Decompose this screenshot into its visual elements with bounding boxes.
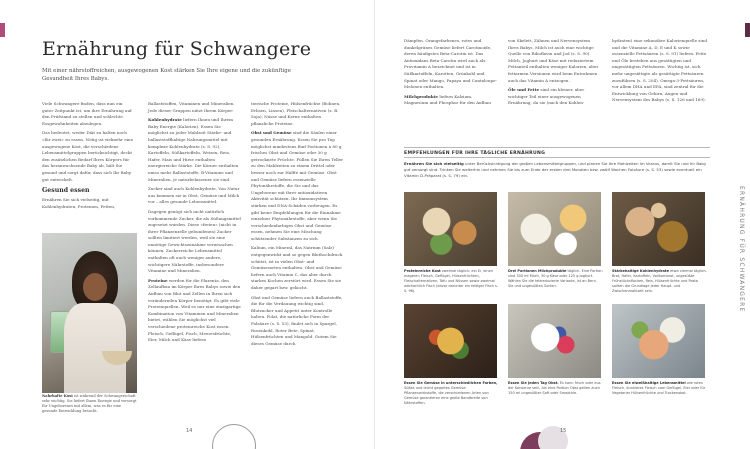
paragraph xyxy=(251,130,344,242)
recommendations-intro-bold: Ernähren Sie sich vielseitig xyxy=(404,161,464,166)
page-title: Ernährung für Schwangere xyxy=(42,38,312,60)
caption-text: ist während der Schwangerschaft sehr wichtig. Sie liefert Ihnen Energie und versorgt Ihr Ungeborenes mit allem, was es für eine gesunde Entwicklung braucht. xyxy=(42,394,137,413)
tile-caption-bold: Stärkehaltige Kohlenhydrate xyxy=(612,269,669,273)
recommendations-heading: EMPFEHLUNGEN FÜR IHRE TÄGLICHE ERNÄHRUNG xyxy=(404,147,710,158)
paragraph-text: sind ein kleiner, aber wichtiger Teil einer ausgewogenen Ernährung, da sie (nach den Kohlen- xyxy=(508,87,585,106)
paragraph: Obst und Gemüse liefern auch Ballaststoffe, die für die Verdauung wichtig sind, Blutzucker und Appetit unter Kontrolle halten. Folat, die natürliche Form der Folsäure (s. S. 53), findet sich in Spargel, Rosenkohl, Roter Bete, Spinat, Hülsenfrüchten und Mangold. Gutem Sie dieses Gemüse durch xyxy=(251,294,343,346)
paragraph: hydraten) eine sekundäre Kalorienquelle sind und die Vitamine A, D, E und K sowie essenzielle Fettsäuren (s. S. 91) liefern. Fette und Öle bestehen aus gesättigten und ungesättigten Fettsäuren. Wichtig ist, sich mehr ungesättigte als gesättigte Fettsäuren zuzuführen (s. S. 204). Omega-3-Fettsäuren, vor allem DHA und EPA, sind zentral für die Entwicklung von Gehirn, Augen und Nervensystem des Babys (s. S. 126 und 169). xyxy=(612,38,707,103)
fish-food-image xyxy=(612,304,705,378)
right-text-column-1 xyxy=(404,38,497,110)
right-text-column-2 xyxy=(508,38,601,110)
tile-caption xyxy=(612,269,707,294)
paragraph-lead: Obst und Gemüse xyxy=(251,130,292,136)
chapter-marker-left xyxy=(0,23,5,37)
paragraph: tierische Proteine, Hülsenfrüchte (Bohnen, Erbsen, Linsen), Fleischalternativen (z. B. Soja), Nüsse und Kerne enthalten pflanzliche Proteine. xyxy=(251,101,341,126)
text-column-1 xyxy=(42,101,135,213)
paragraph: Zucker sind auch Kohlenhydrate. Von Natur aus kommen sie in Obst, Gemüse und Milch vor – alles gesunde Lebensmittel. xyxy=(148,186,240,205)
recommendations-intro xyxy=(404,161,710,178)
tile-caption-text: täglich. Eine Portion sind 300 ml Milch, 30 g Käse oder 125 g Joghurt. Wählen Sie die fettreduzierte Variante, ist an Bern. Sie und ungesüßten Sorten. xyxy=(508,269,603,288)
tile-caption-bold: Drei Portionen Milchprodukte xyxy=(508,269,567,273)
protein-food-image xyxy=(404,192,497,266)
page-number-left: 14 xyxy=(186,428,193,434)
chapter-marker-right xyxy=(745,23,750,37)
paragraph: Kalium, ein Mineral, das Natrium (Salz) entgegenwirkt und so gegen Bluthochdruck schützt, ist in vielen Obst- und Gemüsesorten enthalten. Obst und Gemüse liefern auch Vitamin C, das aber durch starkes Kochen zerstört wird. Essen Sie sie daher gegart bzw. gekocht. xyxy=(251,245,343,291)
paragraph xyxy=(148,278,241,344)
right-text-column-3 xyxy=(612,38,710,107)
tile-caption xyxy=(404,381,499,406)
paragraph: Dagegen genügt sich nicht natürlich vorkommende Zucker, die als Süßungsmittel zugesetzt wurden. Diese »freien« (nicht in ihrer Pflanzenzelle gebundenen) Zucker sollten limitiert werden, weil sie eine unnötige Gewichtszunahme verursachen können. Zuckerreiche Lebensmittel enthalten oft auch weniger andere, wichtigere Nährstoffe, insbesondere Vitamine und Mineralien. xyxy=(148,208,241,274)
tile-caption-bold: Proteinreiche Kost xyxy=(404,269,441,273)
photo-caption xyxy=(42,394,137,414)
chapter-side-label: ERNÄHRUNG FÜR SCHWANGERE xyxy=(738,186,745,313)
decorative-circle xyxy=(212,424,256,449)
woman-blender-photo xyxy=(42,233,137,393)
tile-caption xyxy=(508,269,603,289)
paragraph: Viele Schwangere finden, dass nun ein guter Zeitpunkt ist, um ihre Ernährung auf den Prüfstand zu stellen und schlechte Essgewohnheiten abzulegen. xyxy=(42,101,132,126)
paragraph-lead: Proteine xyxy=(148,277,168,283)
tile-caption-text: Süßes und leicht gegartes Gemüse: Pflanzenwirkstoffe, die verschiedenen Arten von Gemüse garantieren eine große Bandbreite von Nährstoffen. xyxy=(404,385,489,405)
paragraph: Dämpfen. Orangefarbenes, rotes und dunkelgrünes Gemüse liefert Carotinoide, deren häufigstes Beta-Carotin ist. Das Antioxidans Beta-Carotin wird auch als Provitamin A bezeichnet und ist in Süßkartoffeln, Karotten, Grünkohl und Spinat oder Mango, Papaya und Cantaloupe-Melonen enthalten. xyxy=(404,38,497,90)
tile-caption-text: zweimal täglich: ein Ei, einen mageren Fleisch, Geflügel, Hülsenfrüchten, Fleischalternativen, Tofu und Nüssen sowie zweimal wöchentlich Fisch (davor darunter ein fettiger Fisch s. S. 96). xyxy=(404,269,498,293)
caption-bold: Nahrhafte Kost xyxy=(42,394,73,398)
section-heading: Gesund essen xyxy=(42,187,90,195)
paragraph-lead: Milchprodukte xyxy=(404,93,439,99)
body-shape xyxy=(64,303,126,393)
paragraph: von Skelett, Zähnen und Nervensystem Ihres Babys. Milch ist auch eine wichtige Quelle von Riboflavin und Jod (s. S. 90). Milch, Joghurt und Käse mit reduziertem Fettanteil enthalten weniger Kalorien, aber fettarmen Versionen wird beim Entrahmen auch das Vitamin A entzogen. xyxy=(508,38,599,83)
face-shape xyxy=(83,273,107,301)
tile-caption xyxy=(404,269,499,294)
paragraph-text: werden für die Plazenta, den Zellaufbau im Körper Ihres Babys sowie den Aufbau von Blut und Zellen in Ihren sich verändernden Körper benötigt. Es gibt viele Proteinquellen. Weil es nur eine einzigartige Kombination von Vitaminen und Mineralien bietet, wählen Sie möglichst viel verschiedene proteinreiche Kost essen. Fleisch, Geflügel, Fisch, Meeresfrüchte, Eier, Milch und Käse liefern xyxy=(148,277,241,343)
text-column-2 xyxy=(148,101,241,347)
tile-caption xyxy=(508,381,603,396)
dairy-food-image xyxy=(508,192,601,266)
tile-caption-text: etwa viermal täglich. Brot, Hafer, Kartoffeln, Vollkornbrot, ungesüßte Frühstücksflocken, Reis, Hülsenfrüchte und Pasta sollten die Grundlage jeder Haupt- und Zwischenmahlzeit sein. xyxy=(612,269,707,293)
tile-caption-bold: Essen Sie eiweißhaltige Lebensmittel xyxy=(612,381,686,385)
fruit-food-image xyxy=(508,304,601,378)
text-column-3 xyxy=(251,101,344,350)
paragraph xyxy=(404,94,497,107)
vegetable-food-image xyxy=(404,304,497,378)
page-number-right: 15 xyxy=(560,428,567,434)
recommendations-intro-text: unter Berücksichtigung der großen Lebensmittelgruppen, und planen Sie Ihre Mahlzeiten im Voraus, damit Sie und Ihr Baby gut versorgt sind. Trinken Sie weiterhin und nehmen Sie bis zum Ende der ersten drei Monaten bzw. zwölf Wochen Folsäure (s. S. 53) sowie eventuell ein Vitamin D-Präparat (s. S. 79) ein. xyxy=(404,161,707,178)
paragraph-text: liefern Ihnen und Ihrem Baby Energie (Kalorien). Essen Sie möglichst zu jeder Mahlzeit Stärke- und ballaststoffhaltige Nahrungsmittel mit komplexe Kohlenhydrate (s. S. 92), Kartoffeln, Süßkartoffeln, Weizen, Reis, Hafer, Mais und Hirse enthalten energiereiche Stärke. Die Körner enthalten umso mehr Ballaststoffe, B-Vitamine und Mineralien, je naturbelassener sie sind. xyxy=(148,117,239,182)
paragraph xyxy=(148,117,241,183)
paragraph-lead: Öle und Fette xyxy=(508,87,540,93)
paragraph: Ernähren Sie sich vielseitig, mit Kohlenhydraten, Proteinen, Fetten, xyxy=(42,197,116,209)
tile-caption-bold: Essen Sie jeden Tag Obst. xyxy=(508,381,559,385)
intro-paragraph: Mit einer nährstoffreichen, ausgewogenen Kost stärken Sie Ihre eigene und die zukünftige Gesundheit Ihres Babys. xyxy=(42,68,291,83)
tile-caption-bold: Essen Sie Gemüse in unterschiedlichen Farben, xyxy=(404,381,498,385)
paragraph-text: liefern Kalzium, Magnesium und Phosphor für den Aufbau xyxy=(404,93,491,106)
paragraph xyxy=(508,87,601,107)
tile-caption-text: wie rotes Fleisch, dunkleres Fleisch vom Geflügel, Eier oder für Vegetarier Hülsenfrüchte und Trockenobst. xyxy=(612,381,706,395)
starch-food-image xyxy=(612,192,705,266)
paragraph: Das bedeutet, weder Diät zu halten noch »für zwei« zu essen. Nötig ist vielmehr eine ausgewogene Kost, die verschiedene Lebensmittelgruppen berücksichtigt, deckt den zusätzlichen Bedarf Ihres Körpers für das heranwachsende Baby ab, hält Sie gesund und sorgt dafür, dass sich Ihr Baby gut entwickelt. xyxy=(42,130,134,182)
paragraph-lead: Kohlenhydrate xyxy=(148,117,182,123)
tile-caption-text: Es kann frisch oder aus der Konserve sein. Als eine Portion Obst gelten auch 150 ml ungesüßter Saft oder Smoothie. xyxy=(508,381,601,395)
paragraph: Ballaststoffen, Vitaminen und Mineralien. Jede dieser Gruppen nützt Ihrem Körper: xyxy=(148,101,235,113)
paragraph-text: sind die Säulen einer gesunden Ernährung. Essen Sie pro Tag möglichst mindestens fünf Portionen à 80 g frisches Obst und Gemüse oder 30 g getrocknete Früchte. Füllen Sie Ihren Teller zu den Mahlzeiten zu einem Drittel oder besser noch zur Hälfte mit Gemüse. Obst und Gemüse liefern essenzielle Phytonährstoffe, die Sie und das Ungeborene mit ihrer antioxidativen Aktivität schützen, Ihr Immunsystem stärken und DNA-Schäden vorbeugen. Es gibt keine Empfehlungen für die Einnahme einzelner Phytonährstoffe, aber wenn Sie verschiedenfarbiges Obst und Gemüse essen, nehmen Sie eine Mischung schützender Substanzen zu sich. xyxy=(251,130,344,241)
tile-caption xyxy=(612,381,707,396)
